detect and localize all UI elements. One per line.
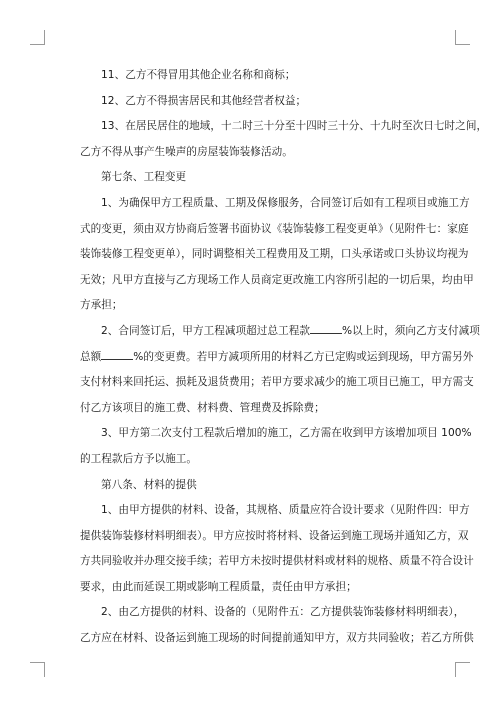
article-7-p3-line: 3、甲方第二次支付工程款后增加的施工，乙方需在收到甲方该增加项目 100% [101, 427, 472, 440]
article-7-p1-line: 装饰装修工程变更单），同时调整相关工程费用及工期，口头承诺或口头协议均视为 [80, 248, 469, 261]
crop-mark-top-right [455, 30, 470, 45]
article-8-p1-line: 1、由甲方提供的材料、设备，其规格、质量应符合设计要求（见附件四：甲方 [101, 504, 470, 517]
article-7-p2-line: 支付材料来回托运、损耗及退货费用；若甲方要求减少的施工项目已施工，甲方需支 [80, 376, 474, 389]
article-8-p1-line: 要求，由此而延误工期或影响工程质量，责任由甲方承担； [80, 580, 357, 593]
clause-13-line-1: 13、在居民居住的地域，十二时三十分至十四时三十分、十九时至次日七时之间， [101, 120, 488, 133]
article-7-p2-line: 付乙方该项目的施工费、材料费、管理费及拆除费； [80, 401, 325, 414]
clause-12: 12、乙方不得损害居民和其他经营者权益； [101, 94, 307, 107]
article-7-p2-line-2 [80, 345, 474, 371]
clause-13-line-2: 乙方不得从事产生噪声的房屋装饰装修活动。 [80, 145, 293, 158]
article-7-p3-line: 的工程款后方予以施工。 [80, 452, 198, 465]
article-7-p1-line: 式的变更，须由双方协商后签署书面协议《装饰装修工程变更单》（见附件七：家庭 [80, 222, 469, 235]
clause-11: 11、乙方不得冒用其他企业名称和商标； [101, 69, 296, 81]
article-8-p2-line: 乙方应在材料、设备运到施工现场的时间提前通知甲方，双方共同验收；若乙方所供 [80, 632, 474, 645]
article-7-p2-line-1 [80, 319, 480, 345]
p2-text-c: 总额 [80, 350, 102, 363]
crop-mark-top-left [30, 30, 45, 45]
blank-underline [310, 324, 342, 334]
article-8-heading: 第八条、材料的提供 [101, 478, 197, 491]
p2-text-a: 2、合同签订后，甲方工程减项超过总工程款 [101, 324, 311, 337]
article-8-p1-line: 提供装饰装修材料明细表）。甲方应按时将材料、设备运到施工现场并通知乙方，双 [80, 529, 469, 542]
blank-underline [101, 350, 133, 360]
p2-text-d: %的变更费。若甲方减项所用的材料乙方已定购或运到现场，甲方需另外 [133, 350, 474, 363]
article-7-p1-line: 方承担； [80, 299, 123, 312]
article-8-p2-line: 2、由乙方提供的材料、设备的（见附件五：乙方提供装饰装修材料明细表）， [101, 606, 465, 619]
p2-text-b: %以上时，须向乙方支付减项 [342, 324, 480, 337]
crop-mark-bottom-right [455, 662, 470, 677]
article-8-p1-line: 方共同验收并办理交接手续；若甲方未按时提供材料或材料的规格、质量不符合设计 [80, 555, 474, 568]
article-7-p1-line: 1、为确保甲方工程质量、工期及保修服务，合同签订后如有工程项目或施工方 [101, 196, 470, 209]
crop-mark-bottom-left [30, 662, 45, 677]
article-7-p1-line: 无效；凡甲方直接与乙方现场工作人员商定更改施工内容所引起的一切后果，均由甲 [80, 273, 474, 286]
document-body [80, 63, 488, 652]
article-7-heading: 第七条、工程变更 [101, 171, 187, 184]
